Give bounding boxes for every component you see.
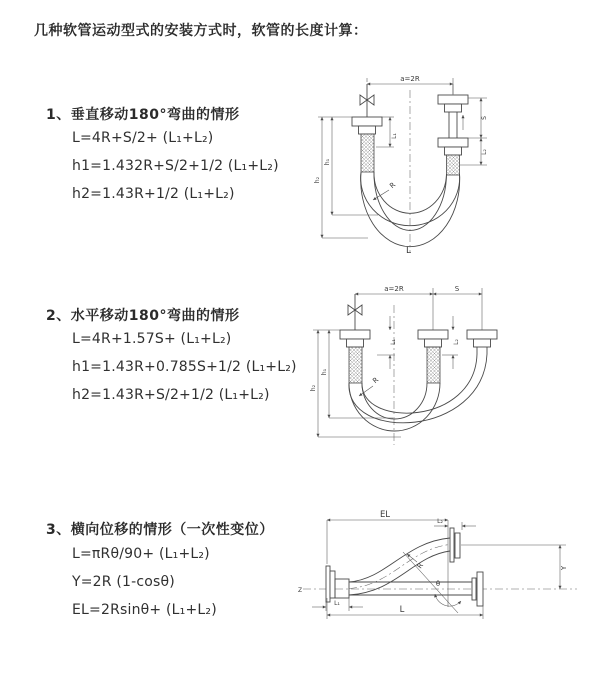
page-title: 几种软管运动型式的安装方式时，软管的长度计算：: [34, 23, 368, 39]
valve-icon: [360, 84, 374, 117]
dim-label-h2: h₂: [314, 176, 321, 184]
dim-label-l1: L₁: [391, 133, 398, 139]
middle-flange: [418, 330, 448, 339]
dim-label-s: S: [481, 116, 488, 120]
dim-label-r: R: [415, 561, 426, 571]
diagram-horizontal-180-bend: [305, 280, 595, 455]
diagram-lateral-offset: [295, 502, 595, 652]
section-2-formula-h1: h1=1.43R+0.785S+1/2 (L₁+L₂): [72, 359, 297, 375]
valve-icon: [348, 294, 362, 330]
dim-label-h1: h₁: [324, 158, 331, 166]
middle-hose-braid: [427, 347, 440, 383]
right-top-flange: [438, 95, 468, 104]
section-2-formula-L: L=4R+1.57S+ (L₁+L₂): [72, 331, 232, 347]
dim-label-l1: L₁: [390, 339, 397, 345]
section-3-formula-Y: Y=2R (1-cosθ): [72, 574, 175, 590]
section-2-heading: 2、水平移动180°弯曲的情形: [46, 308, 240, 324]
section-1-heading: 1、垂直移动180°弯曲的情形: [46, 107, 240, 123]
left-hose-braid: [349, 347, 362, 383]
dim-label-l: L: [399, 605, 405, 615]
centerline-mark-z: Z: [298, 587, 303, 594]
section-3-formula-L: L=πRθ/90+ (L₁+L₂): [72, 546, 210, 562]
dim-label-l2: L₂: [437, 518, 443, 525]
section-3-formula-EL: EL=2Rsinθ+ (L₁+L₂): [72, 602, 217, 618]
dim-label-r: R: [388, 180, 398, 191]
section-3-heading: 3、横向位移的情形（一次性变位）: [46, 522, 274, 538]
right-flange: [467, 330, 497, 339]
left-flange: [340, 330, 370, 339]
lower-right-flange: [472, 578, 476, 600]
dim-label-theta: θ: [435, 580, 441, 588]
dim-label-l2: L₂: [453, 339, 460, 345]
dim-label-l2: L₂: [481, 149, 488, 155]
dim-label-h1: h₁: [321, 368, 328, 376]
left-flange: [352, 117, 382, 126]
section-1-formula-L: L=4R+S/2+ (L₁+L₂): [72, 130, 214, 146]
hose-curve: [349, 538, 450, 582]
dim-label-r: R: [371, 375, 381, 386]
right-hose-braid: [447, 155, 460, 175]
dim-label-el: EL: [379, 510, 391, 520]
dim-label-h2: h₂: [310, 384, 317, 392]
dim-label-y: Y: [560, 565, 568, 571]
dim-label-s: S: [454, 285, 460, 293]
section-1-formula-h2: h2=1.43R+1/2 (L₁+L₂): [72, 186, 235, 202]
diagram-vertical-180-bend: [310, 70, 510, 260]
upper-right-flange: [450, 528, 454, 562]
dim-label-a2r: a=2R: [384, 285, 404, 293]
left-flange: [326, 566, 330, 602]
section-1-formula-h1: h1=1.432R+S/2+1/2 (L₁+L₂): [72, 158, 279, 174]
dim-label-a2r: a=2R: [400, 75, 420, 83]
hose-curve: [362, 383, 427, 419]
section-2-formula-h2: h2=1.43R+S/2+1/2 (L₁+L₂): [72, 387, 270, 403]
right-lower-flange: [438, 138, 468, 147]
dim-label-l: L: [406, 246, 412, 256]
left-hose-braid: [361, 134, 374, 172]
dim-label-l1: L₁: [334, 600, 340, 607]
